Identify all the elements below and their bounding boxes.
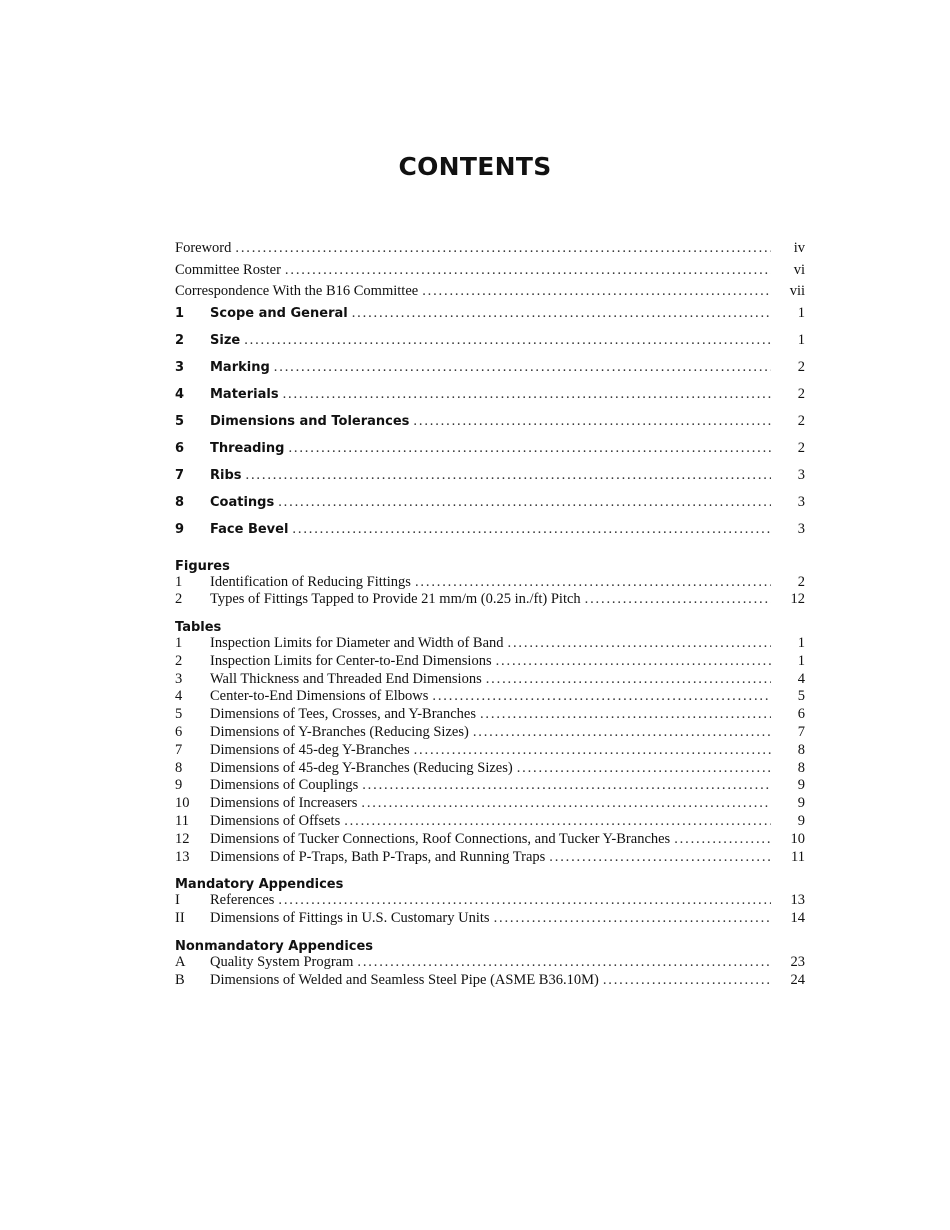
nonmandatory-appendices-group (175, 936, 805, 990)
entry-page-number: 1 (797, 635, 805, 652)
dot-leader (549, 849, 771, 866)
entry-number: 5 (175, 706, 183, 723)
entry-number: 2 (175, 652, 183, 669)
tables-list (175, 635, 805, 866)
nonmandatory-appendices-list (175, 954, 805, 990)
entry-page-number: 23 (790, 954, 805, 971)
entry-page-number: 4 (797, 670, 805, 687)
dot-leader (278, 494, 771, 511)
entry-number: 4 (175, 688, 183, 705)
entry-title: Types of Fittings Tapped to Provide 21 mm/m (0.25 in./ft) Pitch (210, 591, 581, 608)
entry-title: Marking (210, 359, 270, 375)
entry-page-number: 11 (791, 848, 805, 865)
dot-leader (415, 574, 771, 591)
entry-page-number: 6 (797, 706, 805, 723)
entry-page-number: vi (793, 261, 805, 278)
toc-entry[interactable] (175, 332, 805, 359)
entry-number: 6 (175, 440, 185, 456)
toc-entry[interactable] (175, 494, 805, 521)
section-list (175, 305, 805, 548)
entry-title: Identification of Reducing Fittings (210, 573, 411, 590)
entry-page-number: 2 (797, 358, 805, 375)
page-title: CONTENTS (398, 152, 552, 181)
entry-title: Inspection Limits for Center-to-End Dimensions (210, 652, 492, 669)
toc-entry[interactable] (175, 910, 805, 928)
entry-number: 1 (175, 635, 183, 652)
entry-title: Dimensions of 45-deg Y-Branches (210, 741, 410, 758)
entry-title: References (210, 892, 275, 909)
entry-number: 13 (175, 848, 190, 865)
entry-number: 7 (175, 741, 183, 758)
entry-title: Dimensions of Offsets (210, 813, 341, 830)
mandatory-appendices-list (175, 892, 805, 928)
toc-entry[interactable] (175, 777, 805, 795)
entry-title: Wall Thickness and Threaded End Dimensions (210, 670, 482, 687)
entry-page-number: 9 (797, 795, 805, 812)
entry-title: Dimensions of Couplings (210, 777, 359, 794)
toc-entry[interactable] (175, 653, 805, 671)
entry-page-number: 3 (797, 493, 805, 510)
entry-number: 2 (175, 332, 185, 348)
entry-title: Center-to-End Dimensions of Elbows (210, 688, 429, 705)
entry-page-number: 1 (797, 304, 805, 321)
toc-entry[interactable] (175, 591, 805, 609)
toc-entry[interactable] (175, 413, 805, 440)
entry-number: 5 (175, 413, 185, 429)
entry-title: Committee Roster (175, 261, 281, 278)
entry-title: Materials (210, 386, 279, 402)
entry-number: 1 (175, 305, 185, 321)
entry-title: Dimensions of Tees, Crosses, and Y-Branches (210, 706, 476, 723)
toc-entry[interactable] (175, 359, 805, 386)
entry-number: II (175, 910, 185, 927)
toc-entry[interactable] (175, 831, 805, 849)
entry-number: 8 (175, 759, 183, 776)
entry-number: 10 (175, 795, 190, 812)
entry-page-number: 3 (797, 520, 805, 537)
entry-title: Dimensions of Welded and Seamless Steel Pipe (ASME B36.10M) (210, 971, 599, 988)
figures-heading: Figures (175, 558, 230, 574)
toc-entry[interactable] (175, 574, 805, 592)
dot-leader (283, 386, 771, 403)
entry-page-number: 10 (790, 830, 805, 847)
toc-entry[interactable] (175, 440, 805, 467)
toc-entry[interactable] (175, 954, 805, 972)
dot-leader (292, 521, 771, 538)
entry-page-number: 8 (797, 741, 805, 758)
entry-title: Dimensions of Increasers (210, 795, 358, 812)
entry-page-number: 2 (797, 385, 805, 402)
entry-number: 4 (175, 386, 185, 402)
toc-entry[interactable] (175, 724, 805, 742)
entry-number: B (175, 971, 185, 988)
tables-group (175, 617, 805, 866)
dot-leader (285, 262, 771, 279)
toc-entry[interactable] (175, 521, 805, 548)
entry-page-number: 1 (797, 652, 805, 669)
dot-leader (432, 688, 771, 705)
entry-title: Dimensions of 45-deg Y-Branches (Reducing Sizes) (210, 759, 513, 776)
mandatory-appendices-group (175, 874, 805, 928)
entry-page-number: 12 (790, 591, 805, 608)
dot-leader (274, 359, 771, 376)
dot-leader (414, 742, 771, 759)
dot-leader (244, 332, 771, 349)
entry-page-number: 13 (790, 892, 805, 909)
entry-number: 9 (175, 521, 185, 537)
toc-entry[interactable] (175, 972, 805, 990)
dot-leader (496, 653, 771, 670)
toc-entry[interactable] (175, 706, 805, 724)
toc-entry[interactable] (175, 467, 805, 494)
entry-page-number: vii (789, 283, 805, 299)
dot-leader (422, 283, 771, 300)
dot-leader (357, 954, 771, 971)
toc-entry[interactable] (175, 849, 805, 867)
entry-page-number: 3 (797, 466, 805, 483)
dot-leader (288, 440, 771, 457)
dot-leader (278, 892, 771, 909)
entry-page-number: 8 (797, 759, 805, 776)
table-of-contents (175, 240, 805, 990)
entry-title: Dimensions of Fittings in U.S. Customary Units (210, 910, 490, 927)
entry-title: Coatings (210, 494, 275, 510)
nonmandatory-appendices-heading: Nonmandatory Appendices (175, 939, 374, 955)
entry-page-number: 5 (797, 688, 805, 705)
toc-entry[interactable] (175, 240, 805, 262)
entry-title: Size (210, 332, 241, 348)
entry-title: Scope and General (210, 305, 348, 321)
entry-title: Dimensions and Tolerances (210, 413, 410, 429)
toc-entry[interactable] (175, 386, 805, 413)
entry-title: Foreword (175, 240, 232, 256)
entry-number: 9 (175, 777, 183, 794)
front-matter-list (175, 240, 805, 305)
entry-page-number: 14 (790, 910, 805, 927)
toc-entry[interactable] (175, 262, 805, 284)
entry-title: Quality System Program (210, 954, 354, 971)
entry-page-number: 9 (797, 777, 805, 794)
entry-number: 3 (175, 359, 185, 375)
entry-page-number: 1 (797, 331, 805, 348)
toc-entry[interactable] (175, 760, 805, 778)
dot-leader (473, 724, 771, 741)
entry-number: 3 (175, 670, 183, 687)
toc-entry[interactable] (175, 813, 805, 831)
entry-number: 1 (175, 573, 183, 590)
entry-number: 8 (175, 494, 185, 510)
dot-leader (494, 910, 771, 927)
entry-page-number: 2 (797, 573, 805, 590)
dot-leader (603, 972, 771, 989)
entry-title: Dimensions of Tucker Connections, Roof Connections, and Tucker Y-Branches (210, 830, 671, 847)
entry-number: 7 (175, 467, 185, 483)
entry-number: 12 (175, 830, 190, 847)
toc-entry[interactable] (175, 742, 805, 760)
dot-leader (508, 635, 771, 652)
dot-leader (413, 413, 771, 430)
entry-page-number: 9 (797, 813, 805, 830)
entry-page-number: 2 (797, 439, 805, 456)
tables-heading: Tables (175, 620, 222, 636)
entry-number: 6 (175, 724, 183, 741)
entry-number: A (175, 954, 186, 971)
entry-title: Ribs (210, 467, 242, 483)
entry-title: Correspondence With the B16 Committee (175, 283, 419, 299)
dot-leader (362, 777, 771, 794)
entry-page-number: 7 (797, 724, 805, 741)
toc-entry[interactable] (175, 795, 805, 813)
toc-entry[interactable] (175, 892, 805, 910)
entry-page-number: iv (793, 240, 805, 256)
dot-leader (235, 240, 771, 257)
entry-title: Threading (210, 440, 285, 456)
toc-entry[interactable] (175, 688, 805, 706)
toc-entry[interactable] (175, 635, 805, 653)
figures-group (175, 556, 805, 610)
entry-number: 11 (175, 813, 189, 830)
mandatory-appendices-heading: Mandatory Appendices (175, 877, 344, 893)
toc-entry[interactable] (175, 305, 805, 332)
entry-title: Face Bevel (210, 521, 289, 537)
dot-leader (361, 795, 771, 812)
entry-title: Inspection Limits for Diameter and Width of Band (210, 635, 504, 652)
dot-leader (352, 305, 771, 322)
toc-entry[interactable] (175, 671, 805, 689)
dot-leader (480, 706, 771, 723)
entry-title: Dimensions of Y-Branches (Reducing Sizes) (210, 724, 469, 741)
entry-title: Dimensions of P-Traps, Bath P-Traps, and Running Traps (210, 848, 546, 865)
dot-leader (486, 671, 771, 688)
entry-number: 2 (175, 591, 183, 608)
dot-leader (585, 591, 771, 608)
dot-leader (344, 813, 771, 830)
entry-number: I (175, 892, 180, 909)
figures-list (175, 574, 805, 610)
dot-leader (246, 467, 771, 484)
toc-entry[interactable] (175, 283, 805, 305)
entry-page-number: 2 (797, 412, 805, 429)
entry-page-number: 24 (790, 971, 805, 988)
dot-leader (517, 760, 771, 777)
dot-leader (674, 831, 771, 848)
